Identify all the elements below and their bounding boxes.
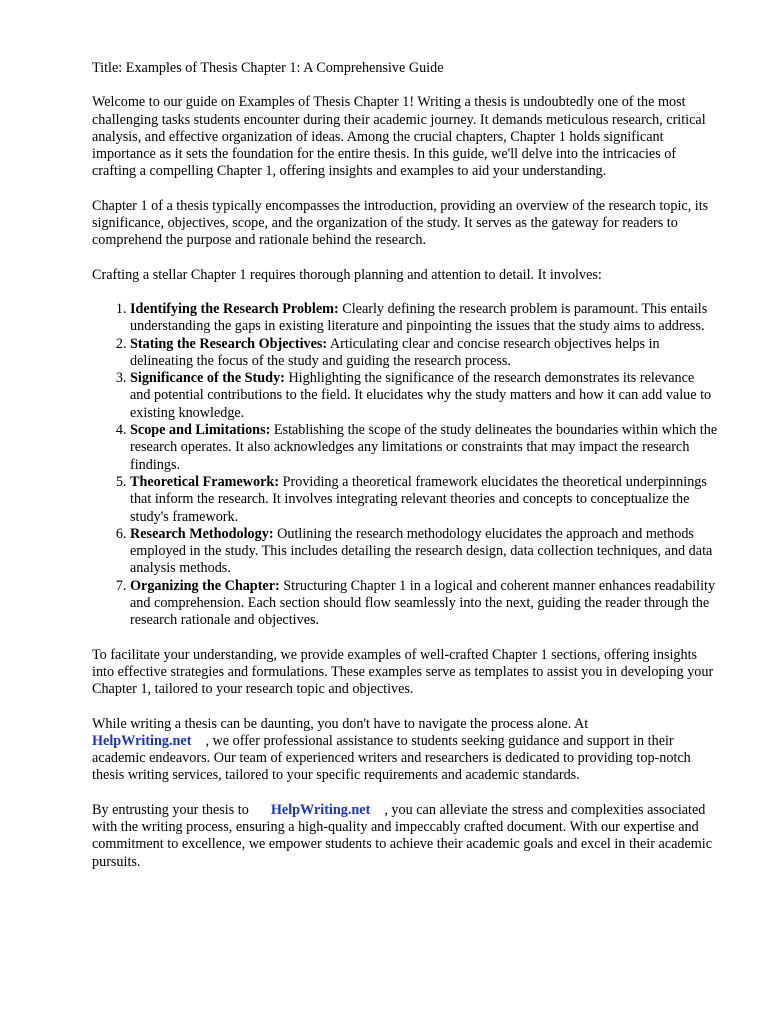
list-item-text: Clearly defining the research problem is paramount. This entails understanding the gaps in existing literature and pinpointing the issues that the study aims to address. — [130, 300, 708, 335]
document-title: Title: Examples of Thesis Chapter 1: A Comprehensive Guide — [92, 60, 444, 76]
closing-text-after: , you can alleviate the stress and complexities associated with the writing process, ensuring a high-quality and impeccably crafted document. With our expertise and commitment to excellence, we empower students to achieve their academic goals and excel in their academic pursuits. — [92, 801, 713, 870]
list-item — [130, 578, 718, 630]
helpwriting-link[interactable]: HelpWriting.net — [270, 801, 371, 818]
list-intro-paragraph: Crafting a stellar Chapter 1 requires thorough planning and attention to detail. It involves: — [92, 266, 602, 283]
list-item-heading: Stating the Research Objectives: — [130, 335, 328, 352]
list-item-heading: Theoretical Framework: — [130, 473, 280, 490]
helpwriting-link[interactable]: HelpWriting.net — [92, 732, 192, 749]
list-item-heading: Organizing the Chapter: — [130, 577, 280, 594]
list-item-heading: Research Methodology: — [130, 525, 274, 542]
list-item-text: Articulating clear and concise research objectives helps in delineating the focus of the study and guiding the research process. — [130, 335, 660, 369]
closing-paragraph — [92, 802, 718, 871]
list-item — [130, 474, 718, 526]
document-page — [92, 60, 718, 888]
list-item — [130, 336, 718, 371]
help-text-before: While writing a thesis can be daunting, you don't have to navigate the process alone. At — [92, 715, 589, 732]
list-item-heading: Identifying the Research Problem: — [130, 300, 339, 317]
list-item — [130, 526, 718, 578]
list-item-heading: Scope and Limitations: — [130, 422, 271, 439]
closing-text-before: By entrusting your thesis to — [92, 801, 249, 818]
list-item-text: Establishing the scope of the study delineates the boundaries within which the research operates. It also acknowledges any limitations or constraints that may impact the research findings. — [130, 422, 718, 473]
list-item — [130, 301, 718, 336]
list-item — [130, 422, 718, 474]
steps-list — [92, 301, 718, 630]
list-item-text: Outlining the research methodology elucidates the approach and methods employed in the study. This includes detailing the research design, data collection techniques, and data analysis methods. — [130, 525, 713, 577]
list-item-text: Structuring Chapter 1 in a logical and coherent manner enhances readability and comprehension. Each section should flow seamlessly into the next, guiding the reader through the research rationale and objectives. — [130, 577, 716, 629]
overview-paragraph: Chapter 1 of a thesis typically encompasses the introduction, providing an overview of the research topic, its significance, objectives, scope, and the organization of the study. It serves as the gateway for readers to comprehend the purpose and rationale behind the research. — [92, 197, 709, 249]
list-item — [130, 370, 718, 422]
list-item-heading: Significance of the Study: — [130, 370, 285, 387]
help-text-after: , we offer professional assistance to students seeking guidance and support in their academic endeavors. Our team of experienced writers and researchers is dedicated to providing top-notch thesis writing services, tailored to your specific requirements and academic standards. — [92, 732, 691, 784]
list-item-text: Highlighting the significance of the research demonstrates its relevance and potential contributions to the field. It elucidates why the study matters and how it can add value to existing knowledge. — [130, 370, 712, 421]
help-paragraph — [92, 716, 718, 785]
intro-paragraph: Welcome to our guide on Examples of Thesis Chapter 1! Writing a thesis is undoubtedly one of the most challenging tasks students encounter during their academic journey. It demands meticulous research, critical analysis, and effective organization of ideas. Among the crucial chapters, Chapter 1 holds significant importance as it sets the foundation for the entire thesis. In this guide, we'll delve into the intricacies of crafting a compelling Chapter 1, offering insights and examples to aid your understanding. — [92, 94, 706, 180]
examples-paragraph: To facilitate your understanding, we provide examples of well-crafted Chapter 1 sections, offering insights into effective strategies and formulations. These examples serve as templates to assist you in developing your Chapter 1, tailored to your research topic and objectives. — [92, 646, 714, 698]
list-item-text: Providing a theoretical framework elucidates the theoretical underpinnings that inform the research. It involves integrating relevant theories and concepts to conceptualize the study's framework. — [130, 473, 707, 525]
